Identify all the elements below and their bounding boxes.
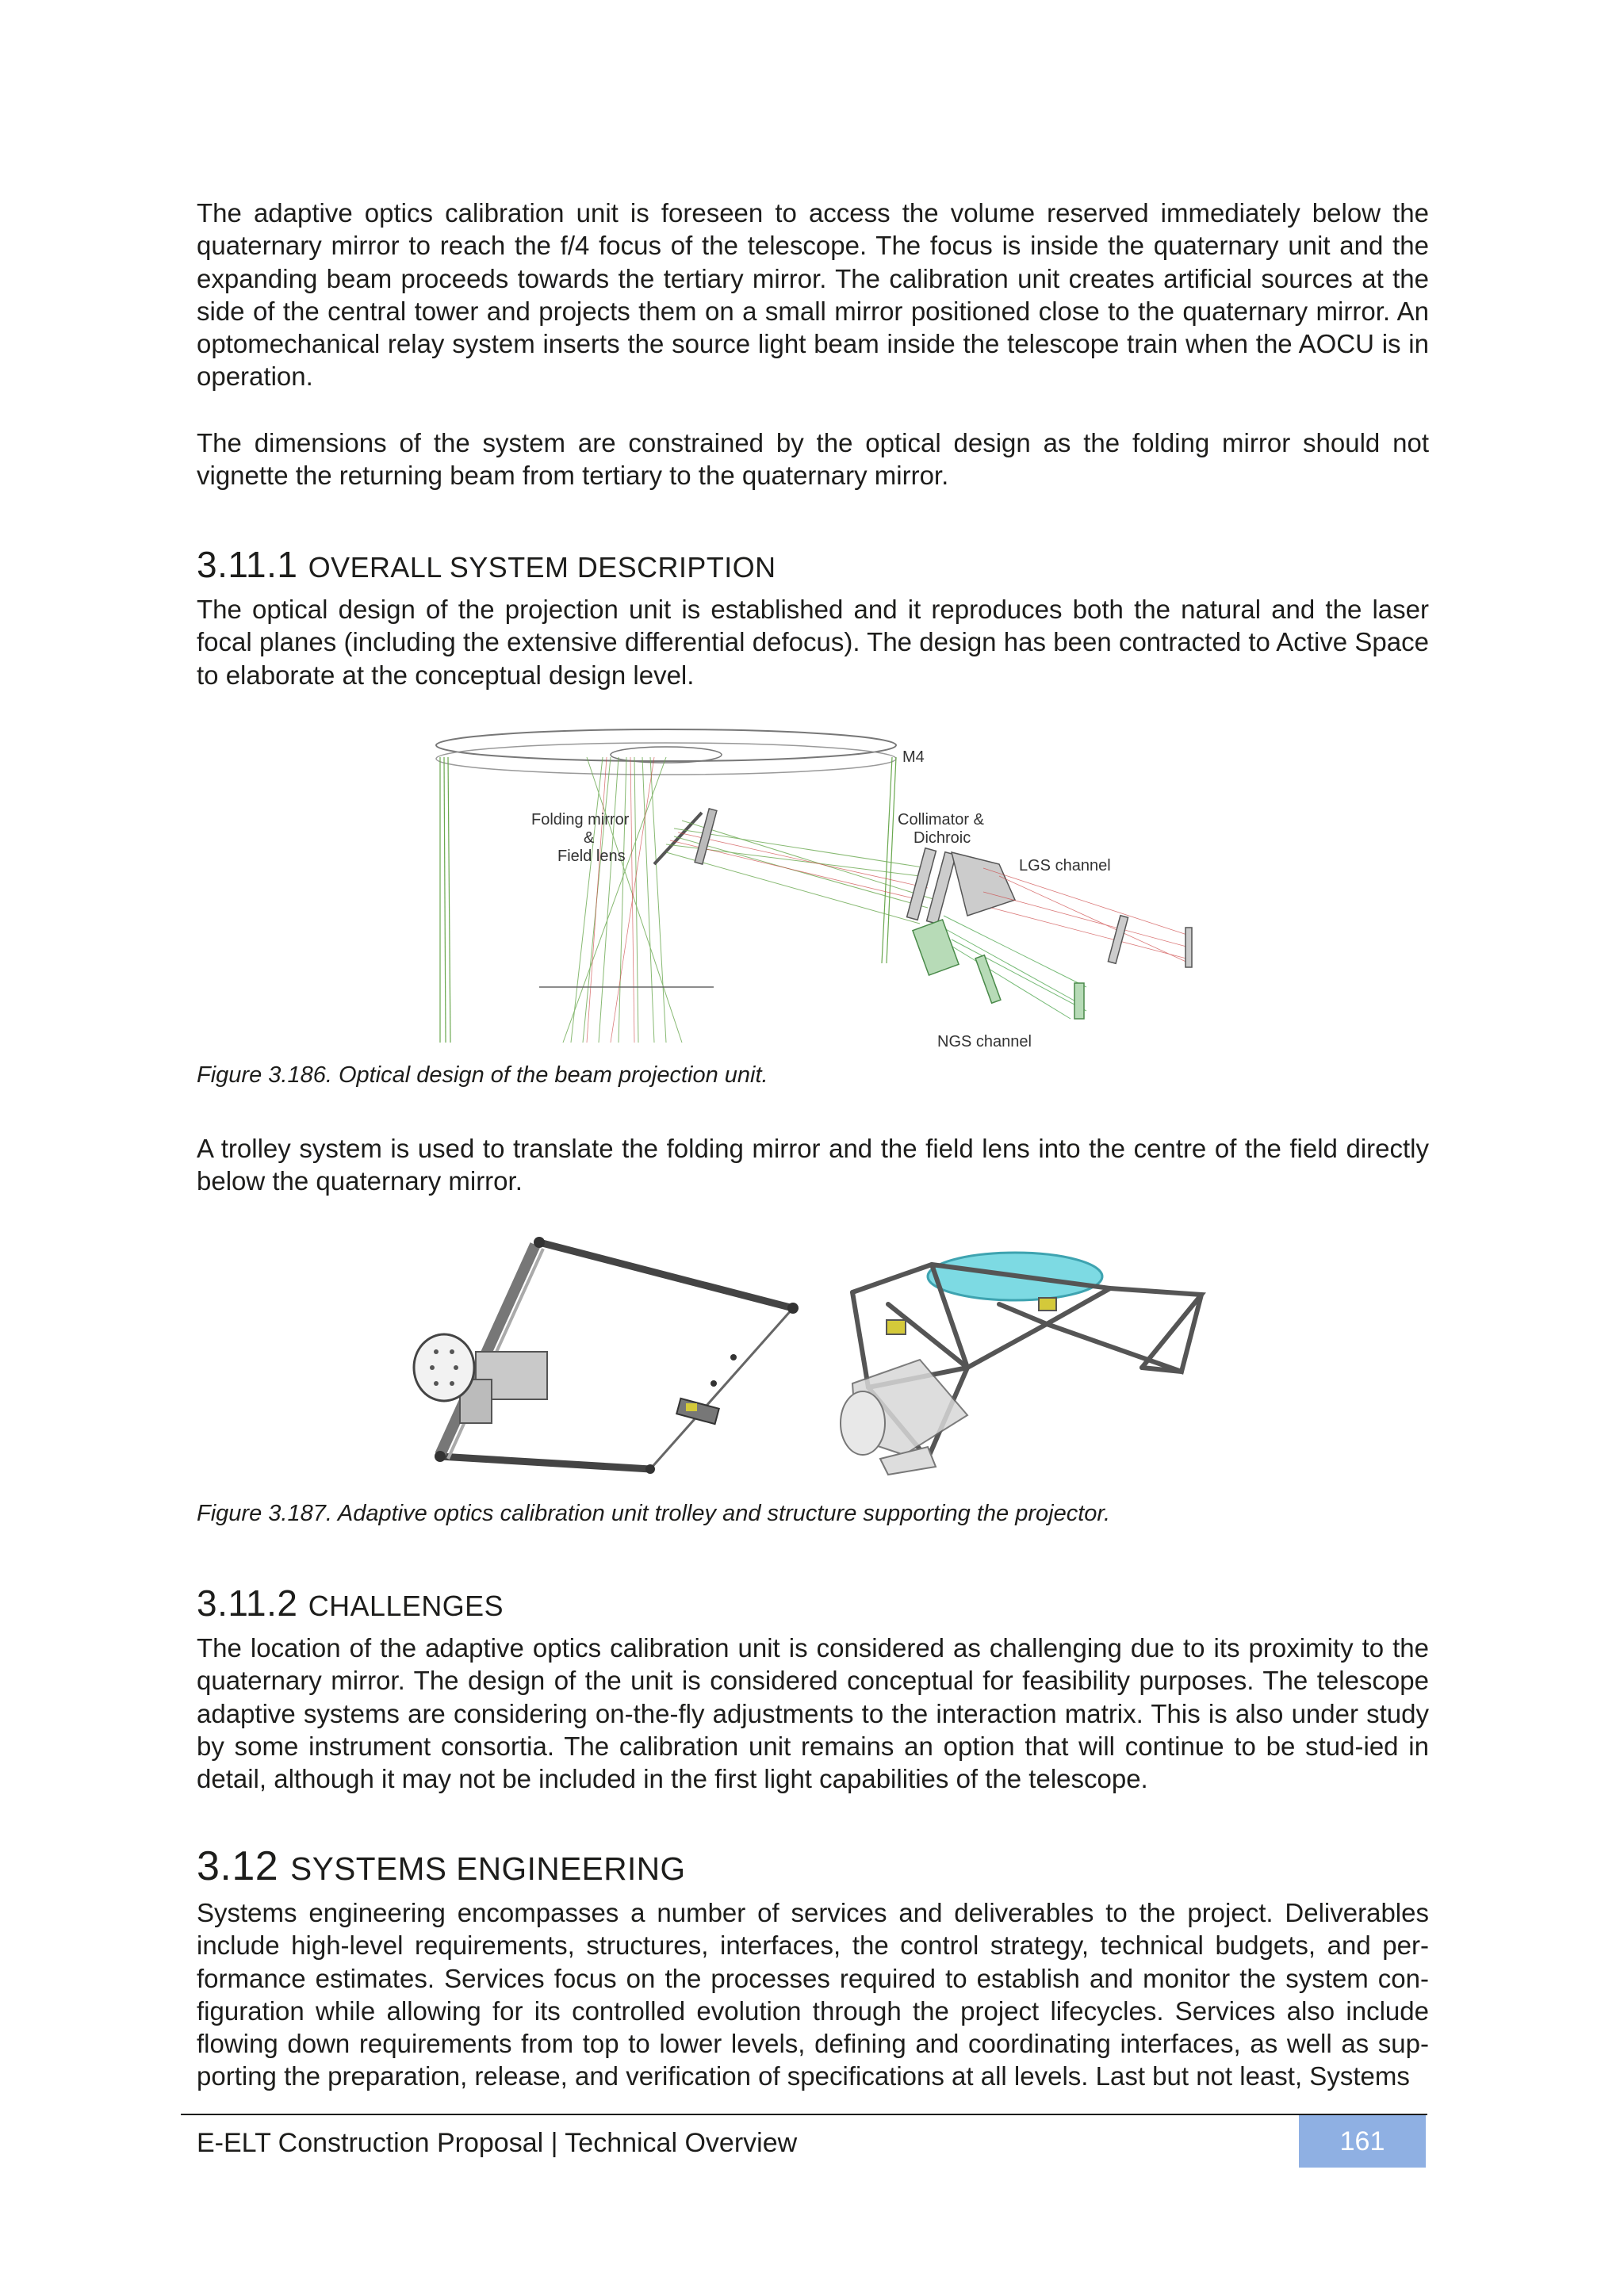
page-number: 161 (1299, 2115, 1426, 2168)
section-3-11-2-paragraph-1: The location of the adaptive optics calibration unit is considered as challenging due to its proximity to the quaternary mirror. The design of the unit is considered conceptual for feasibility purposes. The telescope adaptive systems are considering on-the-fly adjustments to the interaction matrix. This is also under study by some instrument consortia. The calibration unit remains an option that will continue to be stud-ied in detail, although it may not be included in the first light capabilities of the telescope. (197, 1633, 1429, 1794)
section-number: 3.11.2 (197, 1582, 298, 1624)
label-field-lens: Field lens (557, 848, 626, 865)
trolley-structure-figure (412, 1233, 1229, 1487)
label-ngs-channel: NGS channel (937, 1033, 1032, 1050)
intro-paragraph-2: The dimensions of the system are constrained by the optical design as the folding mirror should not vignette the returning beam from tertiary to the quaternary mirror. (197, 428, 1429, 491)
figure-186-caption: Figure 3.186. Optical design of the beam projection unit. (197, 1062, 768, 1088)
section-3-12-paragraph-1: Systems engineering encompasses a number of services and deliverables to the project. Deliverables include high-level requirements, structures, interfaces, the control strategy, technical budgets, and per-formance estimates. Services focus on the processes required to establish and monitor the system con-figuration while allowing for its controlled evolution through the project lifecycles. Services also include flowing down requirements from top to lower levels, defining and coordinating interfaces, as well as sup-porting the preparation, release, and verification of specifications at all levels. Last but not least, Systems (197, 1898, 1429, 2091)
label-folding-mirror: Folding mirror (531, 811, 630, 828)
section-title: OVERALL SYSTEM DESCRIPTION (308, 552, 776, 584)
section-number: 3.11.1 (197, 544, 298, 585)
label-collimator: Collimator & (898, 811, 984, 828)
section-heading-3-12 (197, 1843, 686, 1889)
figure-187-caption: Figure 3.187. Adaptive optics calibration unit trolley and structure supporting the projector. (197, 1501, 1111, 1526)
section-3-11-1-paragraph-1: The optical design of the projection unit is established and it reproduces both the natural and the laser focal planes (including the extensive differential defocus). The design has been contracted to Active Space to elaborate at the conceptual design level. (197, 595, 1429, 690)
footer-title: E-ELT Construction Proposal | Technical Overview (197, 2128, 798, 2158)
label-ampersand: & (584, 829, 595, 847)
label-m4: M4 (902, 748, 925, 766)
section-number: 3.12 (197, 1843, 279, 1889)
trolley-structure-drawing (412, 1233, 1229, 1487)
label-lgs-channel: LGS channel (1019, 857, 1111, 874)
optical-design-drawing (428, 725, 1221, 1050)
footer-divider (181, 2114, 1427, 2115)
section-heading-3-11-2 (197, 1582, 504, 1627)
section-title: SYSTEMS ENGINEERING (290, 1850, 686, 1887)
section-3-11-1-paragraph-2: A trolley system is used to translate the folding mirror and the field lens into the centre of the field directly below the quaternary mirror. (197, 1134, 1429, 1196)
label-dichroic: Dichroic (914, 829, 971, 847)
section-heading-3-11-1 (197, 544, 776, 588)
section-title: CHALLENGES (308, 1590, 504, 1622)
intro-paragraph-1: The adaptive optics calibration unit is foreseen to access the volume reserved immediately below the quaternary mirror to reach the f/4 focus of the telescope. The focus is inside the quaternary unit and the expanding beam proceeds towards the tertiary mirror. The calibration unit creates artificial sources at the side of the central tower and projects them on a small mirror positioned close to the quaternary mirror. An optomechanical relay system inserts the source light beam inside the telescope train when the AOCU is in operation. (197, 198, 1429, 392)
optical-design-figure (428, 725, 1221, 1050)
